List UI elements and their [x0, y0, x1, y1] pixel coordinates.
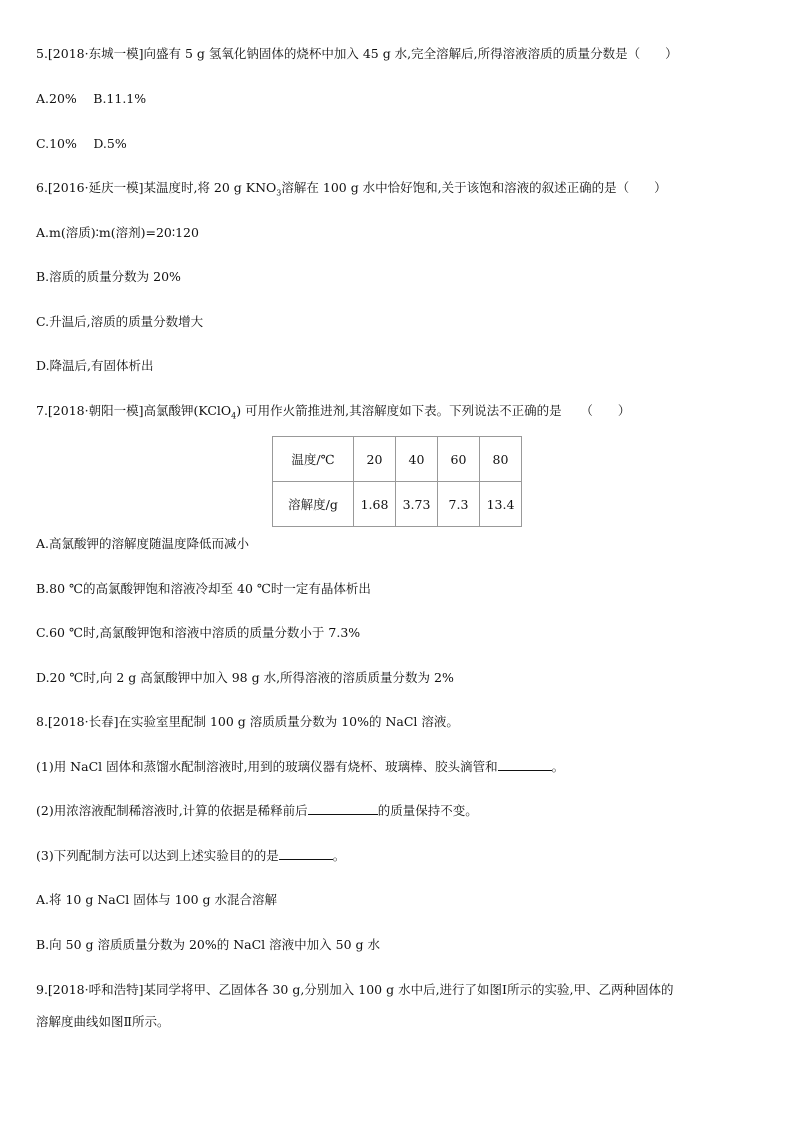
table-cell: 3.73: [396, 482, 438, 527]
q5-options-cd: C.10% D.5%: [36, 136, 127, 151]
answer-blank: [308, 802, 378, 815]
q8-part2-text: (2)用浓溶液配制稀溶液时,计算的依据是稀释前后: [36, 803, 308, 818]
q8-option-b: B.向 50 g 溶质质量分数为 20%的 NaCl 溶液中加入 50 g 水: [36, 937, 380, 952]
q6-stem: [36, 179, 667, 203]
table-row: [273, 437, 522, 482]
table-cell: 7.3: [438, 482, 480, 527]
answer-blank: [498, 758, 552, 771]
table-header-solubility: 溶解度/g: [273, 482, 354, 527]
q7-stem-post: ) 可用作火箭推进剂,其溶解度如下表。下列说法不正确的是 （ ）: [236, 403, 631, 418]
q7-option-c: C.60 ℃时,高氯酸钾饱和溶液中溶质的质量分数小于 7.3%: [36, 625, 361, 640]
q9-stem-line1: 9.[2018·呼和浩特]某同学将甲、乙固体各 30 g,分别加入 100 g 水中后,进行了如图Ⅰ所示的实验,甲、乙两种固体的: [36, 982, 674, 997]
q7-stem-pre: 7.[2018·朝阳一模]高氯酸钾(KClO: [36, 403, 232, 418]
q8-part2-end: 的质量保持不变。: [377, 803, 478, 818]
q6-option-b: B.溶质的质量分数为 20%: [36, 269, 181, 284]
q8-part3-text: (3)下列配制方法可以达到上述实验目的的是: [36, 848, 279, 863]
table-cell: 60: [438, 437, 480, 482]
q6-option-a: A.m(溶质)∶m(溶剂)=20∶120: [36, 225, 199, 240]
q9-stem-line2: 溶解度曲线如图Ⅱ所示。: [36, 1014, 170, 1029]
q6-option-c: C.升温后,溶质的质量分数增大: [36, 314, 204, 329]
q7-option-d: D.20 ℃时,向 2 g 高氯酸钾中加入 98 g 水,所得溶液的溶质质量分数为 2%: [36, 670, 454, 685]
q8-part3-end: 。: [332, 848, 346, 863]
q8-stem: 8.[2018·长春]在实验室里配制 100 g 溶质质量分数为 10%的 NaCl 溶液。: [36, 714, 459, 729]
q7-stem: [36, 402, 630, 426]
table-cell: 80: [480, 437, 522, 482]
answer-blank: [279, 847, 333, 860]
table-row: [273, 482, 522, 527]
q6-stem-post: 溶解在 100 g 水中恰好饱和,关于该饱和溶液的叙述正确的是（ ）: [281, 180, 667, 195]
table-header-temperature: 温度/℃: [273, 437, 354, 482]
q5-options-ab: A.20% B.11.1%: [36, 91, 147, 106]
q8-part2: [36, 802, 478, 820]
q7-stem-sub: 4: [231, 411, 237, 421]
q8-part1: [36, 758, 564, 776]
q7-option-a: A.高氯酸钾的溶解度随温度降低而减小: [36, 536, 250, 551]
q8-part1-text: (1)用 NaCl 固体和蒸馏水配制溶液时,用到的玻璃仪器有烧杯、玻璃棒、胶头滴管和: [36, 759, 498, 774]
q8-part1-end: 。: [551, 759, 565, 774]
table-cell: 1.68: [354, 482, 396, 527]
q8-part3: [36, 847, 345, 865]
q5-stem: 5.[2018·东城一模]向盛有 5 g 氢氧化钠固体的烧杯中加入 45 g 水,完全溶解后,所得溶液溶质的质量分数是（ ）: [36, 46, 678, 61]
q6-option-d: D.降温后,有固体析出: [36, 358, 154, 373]
solubility-table: [272, 436, 522, 527]
q6-stem-sub: 3: [276, 188, 282, 198]
q8-option-a: A.将 10 g NaCl 固体与 100 g 水混合溶解: [36, 892, 278, 907]
table-cell: 40: [396, 437, 438, 482]
table-cell: 20: [354, 437, 396, 482]
q6-stem-pre: 6.[2016·延庆一模]某温度时,将 20 g KNO: [36, 180, 277, 195]
q7-option-b: B.80 ℃的高氯酸钾饱和溶液冷却至 40 ℃时一定有晶体析出: [36, 581, 371, 596]
table-cell: 13.4: [480, 482, 522, 527]
